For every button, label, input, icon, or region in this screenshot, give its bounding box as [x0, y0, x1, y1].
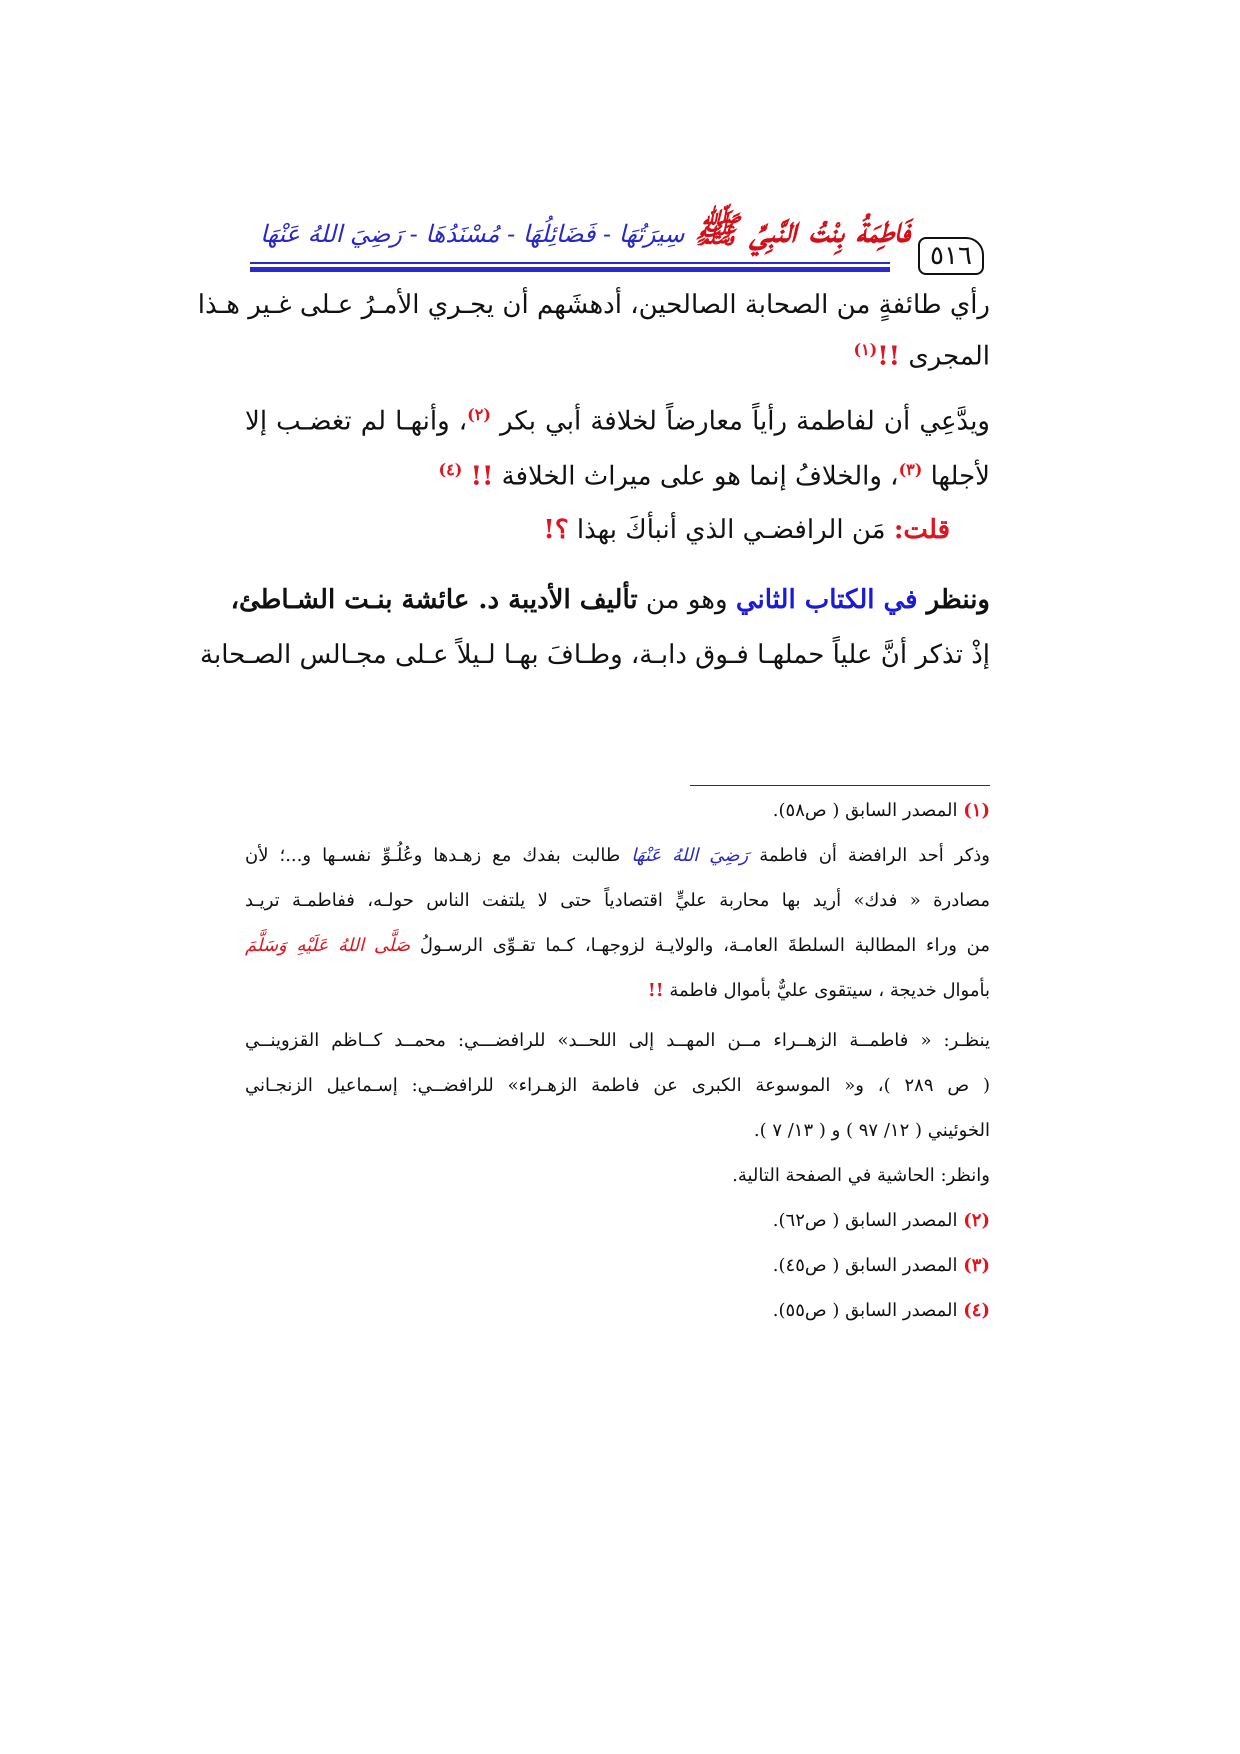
text-line — [439, 460, 990, 492]
exclamation: !! — [470, 461, 494, 492]
text-span: مَن الرافضـي الذي أنبأكَ بهذا — [568, 515, 894, 545]
author-name: تأليف الأديبة د. عائشة بنـت الشـاطئ، — [230, 585, 638, 615]
text-line — [854, 340, 991, 372]
text-line — [543, 515, 950, 545]
footnote-line: وانظر: الحاشية في الصفحة التالية. — [732, 1165, 990, 1186]
footnote-ref[interactable]: (٣) — [898, 460, 923, 479]
book-reference: في الكتاب الثاني — [735, 585, 918, 615]
footnote-separator — [690, 785, 990, 786]
footnote-text: بأموال خديجة ، سيتقوى عليٌّ بأموال فاطمة — [663, 980, 990, 1001]
footnote-1 — [773, 800, 990, 821]
text-span: ، والخلافُ إنما هو على ميراث الخلافة — [493, 461, 899, 492]
footnote-line: الخوئيني ( ١٢/ ٩٧ ) و ( ١٣/ ٧ ). — [753, 1120, 990, 1141]
footnote-line: ينظـر: « فاطمــة الزهــراء مــن المهــد إلى اللحــد» للرافضـــي: محمــد كــاظم القزوينــي — [245, 1030, 990, 1051]
exclamation: !! — [647, 980, 664, 1001]
footnote-line — [245, 935, 990, 956]
book-title-sub: سِيرَتُهَا - فَضَائِلُهَا - مُسْنَدُهَا - رَضِيَ اللهُ عَنْهَا — [260, 220, 685, 248]
footnote-ref[interactable]: (٤) — [438, 460, 463, 479]
text-span: المجرى — [900, 341, 990, 372]
footnote-4 — [773, 1300, 990, 1321]
book-title — [260, 205, 910, 259]
text-span: ويدَّعِي أن لفاطمة رأياً معارضاً لخلافة أبي بكر — [490, 406, 990, 437]
exclamation: !! — [877, 341, 901, 372]
footnote-text: المصدر السابق ( ص٤٥). — [772, 1255, 964, 1276]
text-line — [245, 405, 990, 437]
text-span: وهو من — [637, 585, 736, 615]
text-line: رأي طائفةٍ من الصحابة الصالحين، أدهشَهم أن يجـري الأمـرُ عـلى غـير هـذا — [197, 290, 990, 320]
footnote-line — [245, 845, 990, 866]
header-rule-thin — [250, 262, 890, 264]
footnote-text: وذكر أحد الرافضة أن فاطمة — [748, 845, 990, 866]
honorific-ra: رَضِيَ اللهُ عَنْهَا — [631, 845, 749, 866]
footnote-text: المصدر السابق ( ص٥٨). — [772, 800, 964, 821]
exclamation: ؟! — [543, 515, 569, 545]
text-span: لأجلها — [922, 461, 990, 492]
footnote-text: طالبت بفدك مع زهـدها وعُلُـوِّ نفسـها و...؛ لأن — [245, 845, 632, 866]
footnote-line: مصادرة « فدك» أريد بها محاربة عليٍّ اقتصادياً حتى لا يلتفت الناس حولـه، ففاطمـة تريـد — [245, 890, 990, 911]
footnote-ref[interactable]: (١) — [853, 340, 878, 359]
qult-label: قلت: — [893, 515, 950, 545]
footnote-ref[interactable]: (٢) — [467, 405, 491, 424]
footnote-number: (٤) — [963, 1300, 990, 1321]
page-header — [250, 205, 995, 275]
footnote-3 — [773, 1255, 990, 1276]
footnote-2 — [773, 1210, 990, 1231]
footnote-text: المصدر السابق ( ص٦٢). — [772, 1210, 964, 1231]
text-line: إذْ تذكر أنَّ علياً حملهـا فـوق دابـة، وطـافَ بهـا لـيلاً عـلى مجـالس الصـحابة — [200, 640, 990, 670]
page-number: ٥١٦ — [918, 237, 984, 275]
footnote-line — [648, 980, 990, 1001]
book-title-main: فَاطِمَةُ بِنْتُ النَّبِيِّ ﷺ — [694, 209, 910, 251]
footnote-number: (٣) — [963, 1255, 990, 1276]
text-span: وننظر — [917, 585, 990, 615]
honorific-pbuh: صَلَّى اللهُ عَلَيْهِ وَسَلَّمَ — [245, 935, 411, 956]
text-line — [230, 585, 990, 615]
footnote-text: المصدر السابق ( ص٥٥). — [772, 1300, 964, 1321]
footnote-number: (٢) — [963, 1210, 990, 1231]
header-rule-thick — [250, 267, 890, 272]
footnote-text: من وراء المطالبة السلطةَ العامـة، والولايـة لزوجهـا، كـما تقـوِّى الرسـولُ — [410, 935, 991, 956]
footnote-line: ( ص ٢٨٩ )، و« الموسوعة الكبرى عن فاطمة الزهـراء» للرافضــي: إسـماعيل الزنجـاني — [245, 1075, 991, 1096]
text-span: ، وأنهـا لم تغضـب إلا — [245, 406, 468, 437]
footnote-number: (١) — [963, 800, 990, 821]
